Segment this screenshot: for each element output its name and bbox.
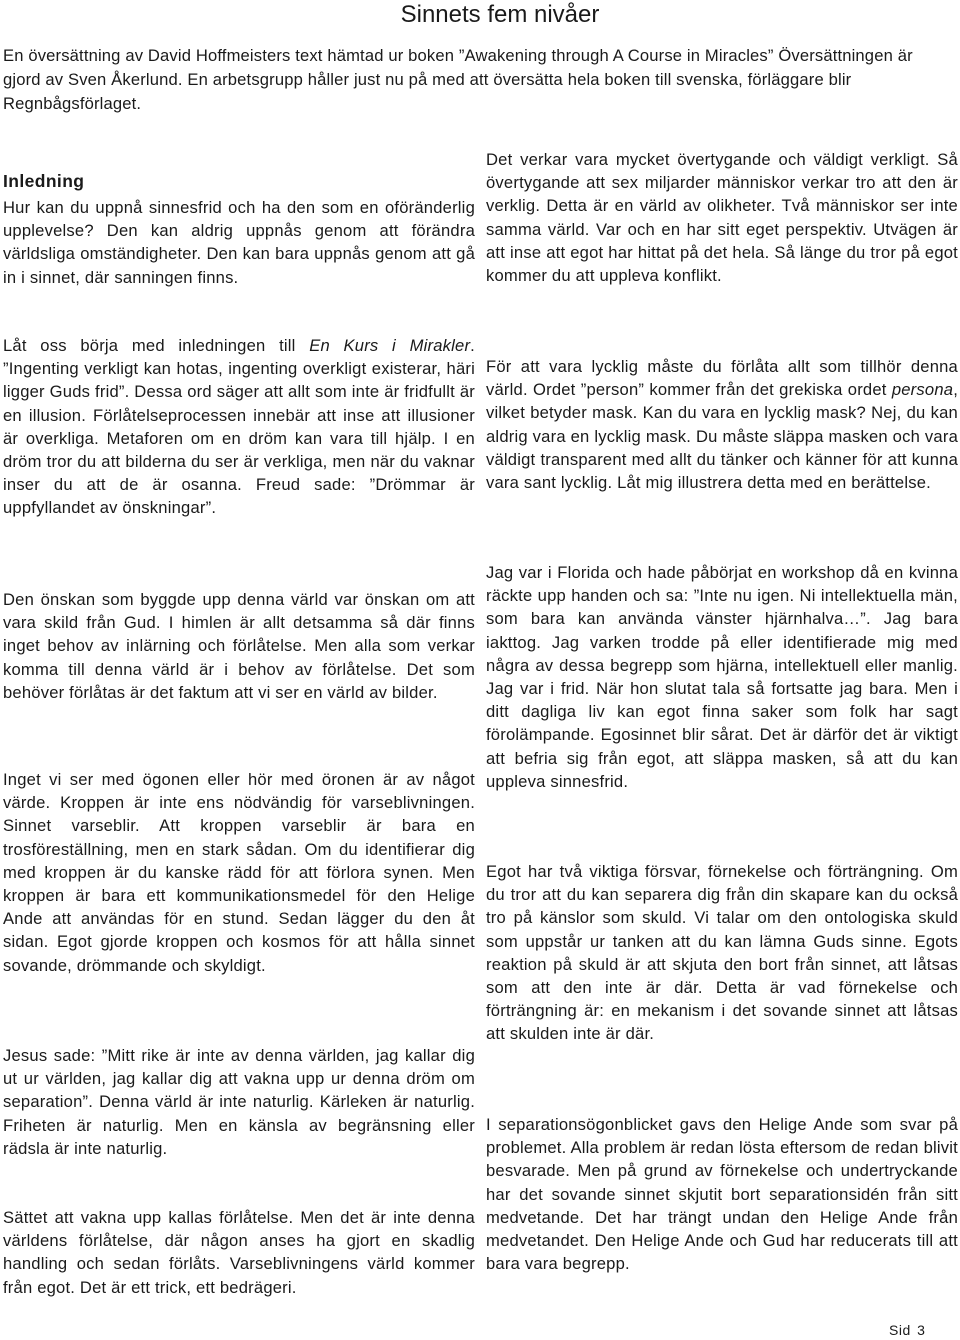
right-paragraph-2-text-b: , vilket betyder mask. Kan du vara en lycklig mask? Nej, du kan aldrig vara en lycklig mask. Du måste släppa masken och vara väldigt transparent med allt du tänker och känner för att kunna vara sant lycklig. Låt mig illustrera detta med en berättelse. — [486, 380, 958, 493]
left-paragraph-2 — [3, 334, 475, 520]
right-paragraph-3: Jag var i Florida och hade påbörjat en workshop då en kvinna räckte upp handen och sa: ”Inte nu igen. Ni intellektuella män, som bara kan använda vänster hjärnhalva…”. Jag bara iakttog. Jag varken trodde på eller identifierade mig med några av dessa begrepp som hjärna, intellektuell eller manlig. Jag var i frid. När hon slutat tala så fortsatte jag bara. Men i ditt dagliga liv kan egot finna saker som folk har sagt förolämpande. Egosinnet blir sårat. Det är därför det är viktigt att befria sig från egot, att släppa masken, så att du kan uppleva sinnesfrid. — [486, 563, 958, 791]
right-paragraph-2 — [486, 355, 958, 494]
right-paragraph-5: I separationsögonblicket gavs den Helige Ande som svar på problemet. Alla problem är redan lösta eftersom de redan blivit besvarade. Men på grund av förnekelse och undertryckande har det sovande sinnet skjutit bort separationsidén från sitt medvetande. Det har trängt undan den Helige Ande från medvetandet. Den Helige Ande och Gud har reducerats till att bara vara begrepp. — [486, 1115, 958, 1274]
left-paragraph-6: Sättet att vakna upp kallas förlåtelse. Men det är inte denna världens förlåtelse, där någon anses ha gjort en skadlig handling och sedan förlåts. Varseblivningens värld kommer från egot. Det är ett trick, ett bedrägeri. — [3, 1208, 475, 1297]
document-title: Sinnets fem nivåer — [400, 1, 600, 28]
left-paragraph-5: Jesus sade: ”Mitt rike är inte av denna världen, jag kallar dig ut ur världen, jag kallar dig att vakna upp ur denna dröm om separation”. Denna värld är inte naturlig. Kärleken är naturlig. Friheten är naturlig. Men en känsla av begränsning eller rädsla är inte naturlig. — [3, 1046, 475, 1158]
left-paragraph-4: Inget vi ser med ögonen eller hör med öronen är av något värde. Kroppen är inte ens nödvändig för varseblivningen. Sinnet varseblir. Att kroppen varseblir är bara en trosföreställning, men en stark sådan. Om du identifierar dig med kroppen är du kanske rädd för att förlora synen. Men kroppen är bara ett kommunikationsmedel för den Helige Ande att användas för en stund. Sedan lägger du den åt sidan. Egot gjorde kroppen och kosmos för att hålla sinnet sovande, drömmande och skyldigt. — [3, 770, 475, 975]
right-paragraph-1: Det verkar vara mycket övertygande och väldigt verkligt. Så övertygande att sex miljarder människor verkar tro att den är verklig. Detta är en värld av olikheter. Två människor ser inte samma värld. Var och en har sitt eget perspektiv. Utvägen är att inse att egot har hittat på det hela. Så länge du tror på egot kommer du att uppleva konflikt. — [486, 150, 958, 286]
translation-note: En översättning av David Hoffmeisters text hämtad ur boken ”Awakening through A Course in Miracles” Översättningen är gjord av Sven Åkerlund. En arbetsgrupp håller just nu på med att översätta hela boken till svenska, förläggare blir Regnbågsförlaget. — [3, 46, 913, 113]
book-title: En Kurs i Mirakler — [309, 336, 471, 355]
left-paragraph-1: Hur kan du uppnå sinnesfrid och ha den som en oföränderlig upplevelse? Den kan aldrig uppnås genom att förändra världsliga omständigheter. Den kan bara uppnås genom att gå in i sinnet, där sanningen finns. — [3, 198, 475, 287]
left-paragraph-3: Den önskan som byggde upp denna värld var önskan om att vara skild från Gud. I himlen är allt detsamma så där finns inget behov av inlärning och förlåtelse. Men alla som verkar komma till denna värld är i behov av förlåtelse. Det som behöver förlåtas är det faktum att vi ser en värld av bilder. — [3, 590, 475, 702]
right-paragraph-4: Egot har två viktiga försvar, förnekelse och förträngning. Om du tror att du kan separera dig från din skapare kan du också tro på känslor som skuld. Vi talar om den ontologiska skuld som uppstår ur tanken att du kan lämna Guds sinne. Egots reaktion på skuld är att skjuta den bort från sinnet, att låtsas som att den inte är där. Detta är vad förnekelse och förträngning är: en mekanism i det sovande sinnet att låtsas att skulden inte är där. — [486, 862, 958, 1044]
page-number-value: 3 — [917, 1322, 926, 1338]
left-paragraph-2-text-b: . ”Ingenting verkligt kan hotas, ingenting overkligt existerar, häri ligger Guds frid”. Dessa ord säger att allt som inte är fridfullt är en illusion. Förlåtelseprocessen innebär att inse att illusioner är overkliga. Metaforen om en dröm kan vara till hjälp. I en dröm tror du att bilderna du ser är verkliga, men när du vaknar inser du att de är osanna. Freud sade: ”Drömmar är uppfyllandet av önskningar”. — [3, 336, 475, 518]
greek-word: persona — [891, 380, 954, 400]
right-paragraph-2-text-a: För att vara lycklig måste du förlåta allt som tillhör denna värld. Ordet ”person” kommer från det grekiska ordet — [486, 357, 958, 400]
section-heading: Inledning — [3, 171, 85, 191]
left-paragraph-2-text-a: Låt oss börja med inledningen till — [3, 336, 310, 355]
page-label: Sid — [889, 1322, 911, 1338]
page-number — [887, 1322, 925, 1338]
